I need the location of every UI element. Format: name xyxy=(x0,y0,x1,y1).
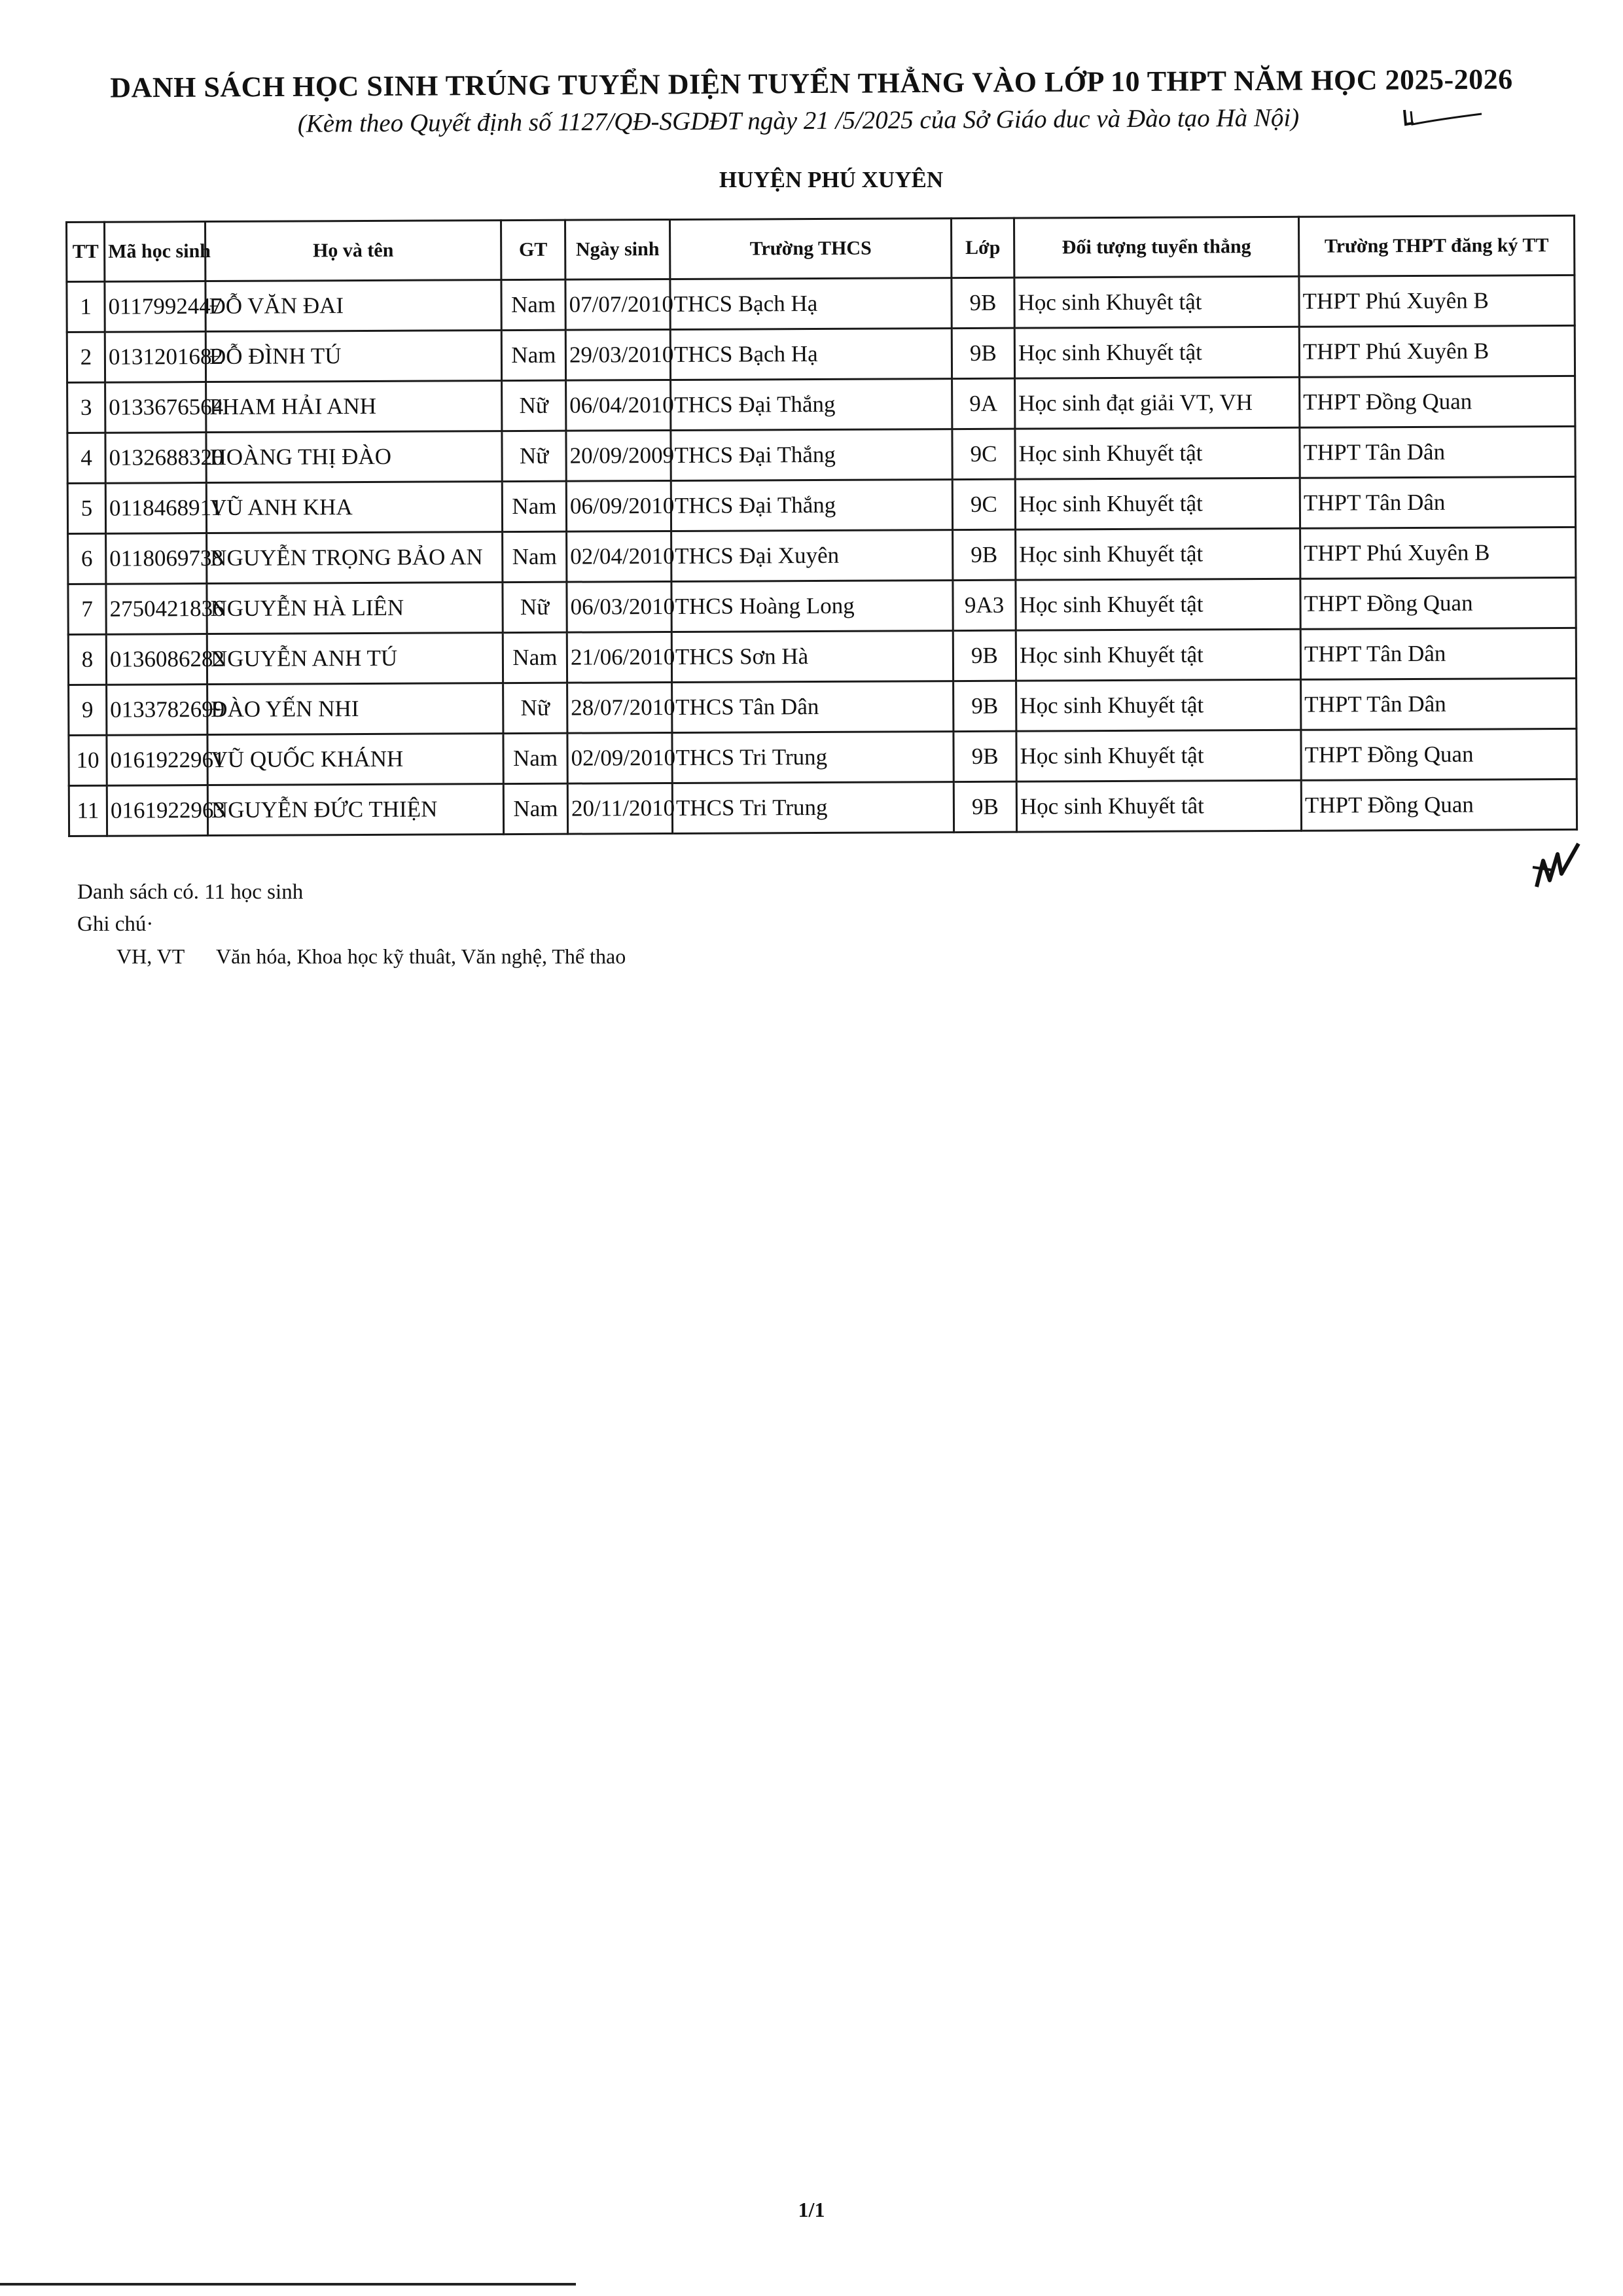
student-code-cell: 0117992447 xyxy=(105,281,205,332)
table-row xyxy=(67,275,1575,332)
full-name-cell: NGUYỄN ANH TÚ xyxy=(207,633,503,685)
high-school-cell: THPT Đồng Quan xyxy=(1301,779,1577,831)
gender-cell: Nữ xyxy=(502,431,566,481)
secondary-school-cell: THCS Bạch Hạ xyxy=(670,278,952,330)
header-full-name: Họ và tên xyxy=(205,221,501,281)
admission-category-cell: Học sinh Khuyết tật xyxy=(1016,679,1301,731)
gender-cell: Nam xyxy=(502,481,566,531)
header-birth-date: Ngày sinh xyxy=(565,219,669,279)
class-cell: 9B xyxy=(953,529,1016,580)
secondary-school-cell: THCS Hoàng Long xyxy=(671,581,953,632)
document-title: DANH SÁCH HỌC SINH TRÚNG TUYỂN DIỆN TUYỂN THẲNG VÀO LỚP 10 THPT NĂM HỌC 2025-2026 xyxy=(110,63,1513,104)
class-cell: 9B xyxy=(954,781,1016,832)
row-number: 7 xyxy=(68,584,106,634)
header-gender: GT xyxy=(501,220,565,279)
secondary-school-cell: THCS Đại Thắng xyxy=(671,379,952,431)
secondary-school-cell: THCS Tri Trung xyxy=(672,732,954,783)
student-code-cell: 0133782699 xyxy=(107,685,207,736)
full-name-cell: VŨ QUỐC KHÁNH xyxy=(207,734,503,785)
secondary-school-cell: THCS Đại Xuyên xyxy=(671,530,953,582)
gender-cell: Nam xyxy=(503,632,567,683)
admission-category-cell: Học sinh Khuyết tật xyxy=(1015,478,1300,529)
class-cell: 9B xyxy=(953,630,1016,681)
header-admission-category: Đối tượng tuyển thẳng xyxy=(1014,217,1298,278)
table-header-row xyxy=(67,215,1575,281)
row-number: 6 xyxy=(68,533,106,584)
high-school-cell: THPT Tân Dân xyxy=(1301,678,1577,730)
table-row xyxy=(67,476,1575,533)
note-abbreviation: VH, VT xyxy=(116,944,185,968)
header-tt: TT xyxy=(67,222,105,281)
full-name-cell: PHAM HẢI ANH xyxy=(206,381,502,433)
secondary-school-cell: THCS Bạch Hạ xyxy=(670,329,952,380)
secondary-school-cell: THCS Tân Dân xyxy=(672,681,954,733)
high-school-cell: THPT Tân Dân xyxy=(1300,628,1576,679)
high-school-cell: THPT Đồng Quan xyxy=(1301,728,1577,780)
birth-date-cell: 20/09/2009 xyxy=(566,430,671,481)
student-code-cell: 0161922963 xyxy=(107,785,207,836)
admission-category-cell: Học sinh Khuyết tật xyxy=(1015,427,1300,479)
high-school-cell: THPT Tân Dân xyxy=(1300,426,1575,478)
row-number: 8 xyxy=(68,634,106,685)
student-code-cell: 2750421836 xyxy=(106,584,207,635)
full-name-cell: ĐỖ ĐÌNH TÚ xyxy=(205,331,501,382)
secondary-school-cell: THCS Sơn Hà xyxy=(671,631,953,683)
class-cell: 9B xyxy=(952,278,1014,328)
high-school-cell: THPT Đồng Quan xyxy=(1300,376,1575,427)
student-code-cell: 0131201682 xyxy=(105,332,205,383)
birth-date-cell: 07/07/2010 xyxy=(565,279,670,330)
header-secondary-school: Trường THCS xyxy=(669,219,951,279)
full-name-cell: NGUYỄN ĐỨC THIỆN xyxy=(207,784,503,836)
header-class: Lớp xyxy=(951,218,1014,278)
admission-category-cell: Học sinh Khuyết tật xyxy=(1016,528,1300,580)
secondary-school-cell: THCS Tri Trung xyxy=(672,782,954,834)
class-cell: 9B xyxy=(952,328,1014,378)
admission-category-cell: Học sinh Khuyết tật xyxy=(1014,327,1299,378)
admission-category-cell: Học sinh Khuyết tật xyxy=(1016,629,1300,681)
admission-category-cell: Học sinh Khuyết tât xyxy=(1016,780,1301,832)
table-row xyxy=(69,779,1577,836)
table-body xyxy=(67,275,1577,836)
secondary-school-cell: THCS Đại Thắng xyxy=(671,480,952,531)
birth-date-cell: 28/07/2010 xyxy=(567,682,672,733)
row-number: 9 xyxy=(69,685,107,735)
table-row xyxy=(68,577,1576,634)
table-row xyxy=(68,628,1576,685)
birth-date-cell: 06/03/2010 xyxy=(567,581,671,632)
student-table xyxy=(65,215,1578,837)
high-school-cell: THPT Phú Xuyên B xyxy=(1300,527,1576,579)
gender-cell: Nam xyxy=(503,531,567,582)
full-name-cell: NGUYỄN TRỌNG BẢO AN xyxy=(207,532,503,584)
birth-date-cell: 06/09/2010 xyxy=(566,480,671,531)
birth-date-cell: 02/04/2010 xyxy=(567,531,671,582)
birth-date-cell: 06/04/2010 xyxy=(566,380,671,431)
admission-category-cell: Học sinh Khuyêt tật xyxy=(1014,276,1299,328)
row-number: 4 xyxy=(67,433,105,483)
bottom-divider xyxy=(0,2283,576,2286)
student-code-cell: 0133676564 xyxy=(105,382,206,433)
student-code-cell: 0118468911 xyxy=(105,483,206,534)
class-cell: 9B xyxy=(954,731,1016,781)
class-cell: 9A3 xyxy=(953,580,1016,630)
student-code-cell: 0132688320 xyxy=(105,433,206,484)
birth-date-cell: 02/09/2010 xyxy=(567,732,672,783)
header-student-code: Mã học sinh xyxy=(105,222,205,282)
table-row xyxy=(67,426,1575,483)
gender-cell: Nữ xyxy=(503,582,567,632)
admission-category-cell: Học sinh Khuyết tật xyxy=(1016,579,1300,630)
row-number: 2 xyxy=(67,332,105,382)
gender-cell: Nam xyxy=(501,279,565,330)
gender-cell: Nữ xyxy=(502,380,566,431)
header-high-school: Trường THPT đăng ký TT xyxy=(1298,215,1574,276)
full-name-cell: VŨ ANH KHA xyxy=(206,482,502,533)
student-code-cell: 0136086282 xyxy=(106,634,207,685)
high-school-cell: THPT Tân Dân xyxy=(1300,476,1575,528)
table-row xyxy=(68,527,1576,584)
class-cell: 9B xyxy=(954,681,1016,731)
gender-cell: Nữ xyxy=(503,683,567,733)
birth-date-cell: 29/03/2010 xyxy=(565,329,670,380)
document-subtitle: (Kèm theo Quyết định số 1127/QĐ-SGDĐT ngày 21 /5/2025 của Sở Giáo duc và Đào tạo Hà Nội) xyxy=(297,103,1300,138)
table-row xyxy=(67,376,1575,433)
full-name-cell: ĐỖ VĂN ĐAI xyxy=(205,280,501,332)
admission-category-cell: Học sinh đạt giải VT, VH xyxy=(1015,377,1300,429)
note-label: Ghi chú· xyxy=(77,912,154,936)
row-number: 5 xyxy=(67,483,105,533)
row-number: 11 xyxy=(69,785,107,836)
full-name-cell: HOÀNG THỊ ĐÀO xyxy=(206,431,502,483)
student-count: Danh sách có. 11 học sinh xyxy=(77,880,304,904)
gender-cell: Nam xyxy=(501,330,565,380)
note-definition: Văn hóa, Khoa học kỹ thuât, Văn nghệ, Thể thao xyxy=(216,944,626,968)
birth-date-cell: 20/11/2010 xyxy=(567,783,672,834)
high-school-cell: THPT Đồng Quan xyxy=(1300,577,1576,629)
student-code-cell: 0161922961 xyxy=(107,735,207,786)
district-heading: HUYỆN PHÚ XUYÊN xyxy=(719,167,944,192)
row-number: 3 xyxy=(67,382,105,433)
table-row xyxy=(69,678,1577,735)
row-number: 1 xyxy=(67,281,105,332)
class-cell: 9C xyxy=(952,429,1015,479)
table-row xyxy=(67,325,1575,382)
table-row xyxy=(69,728,1577,785)
gender-cell: Nam xyxy=(503,733,567,783)
high-school-cell: THPT Phú Xuyên B xyxy=(1299,275,1575,327)
class-cell: 9C xyxy=(952,479,1015,529)
row-number: 10 xyxy=(69,735,107,785)
secondary-school-cell: THCS Đại Thắng xyxy=(671,429,952,481)
full-name-cell: NGUYỄN HÀ LIÊN xyxy=(207,583,503,634)
gender-cell: Nam xyxy=(503,783,567,834)
birth-date-cell: 21/06/2010 xyxy=(567,632,671,683)
student-code-cell: 0118069738 xyxy=(106,533,207,584)
admission-category-cell: Học sinh Khuyết tật xyxy=(1016,730,1301,781)
page-number: 1/1 xyxy=(798,2198,825,2221)
high-school-cell: THPT Phú Xuyên B xyxy=(1299,325,1575,377)
handwritten-signature-mark xyxy=(1531,841,1584,888)
class-cell: 9A xyxy=(952,378,1015,429)
handwritten-initial-mark xyxy=(1400,105,1486,131)
full-name-cell: ĐÀO YẾN NHI xyxy=(207,683,503,735)
